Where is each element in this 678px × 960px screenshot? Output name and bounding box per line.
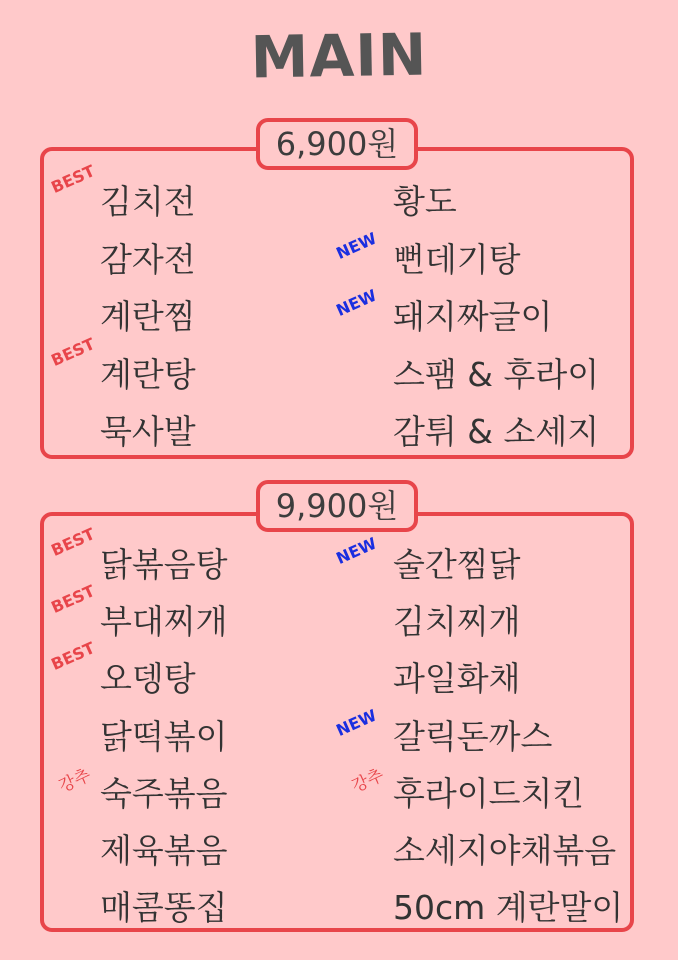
menu-item: 감자전 xyxy=(100,239,196,279)
menu-item: 닭떡볶이 xyxy=(100,716,228,756)
new-badge: NEW xyxy=(333,228,380,263)
menu-item: 감튀 & 소세지 xyxy=(393,412,600,451)
best-badge: BEST xyxy=(48,161,98,197)
price-label-6900: 6,900원 xyxy=(256,118,418,170)
menu-item: 오뎅탕 xyxy=(100,659,196,699)
menu-item: 돼지짜글이 xyxy=(393,297,553,336)
menu-item: 술간찜닭 xyxy=(393,545,521,584)
recommend-badge: 강추 xyxy=(348,765,388,797)
new-badge: NEW xyxy=(333,533,380,568)
menu-item: 과일화채 xyxy=(393,659,521,699)
menu-item: 스팸 & 후라이 xyxy=(393,354,600,394)
menu-item: 매콤똥집 xyxy=(100,888,228,928)
best-badge: BEST xyxy=(48,524,98,560)
menu-item: 닭볶음탕 xyxy=(100,545,228,584)
menu-item: 계란찜 xyxy=(100,297,196,336)
menu-item: 묵사발 xyxy=(100,412,196,451)
menu-item: 소세지야채볶음 xyxy=(393,831,617,870)
menu-item: 제육볶음 xyxy=(100,831,228,870)
menu-item: 김치전 xyxy=(100,182,196,221)
menu-item: 김치찌개 xyxy=(393,602,521,642)
new-badge: NEW xyxy=(333,285,380,320)
menu-item: 후라이드치킨 xyxy=(393,773,585,813)
menu-item: 계란탕 xyxy=(100,354,196,394)
menu-item: 숙주볶음 xyxy=(100,773,228,813)
menu-item: 뻔데기탕 xyxy=(393,239,521,279)
menu-item: 황도 xyxy=(393,182,457,221)
menu-item: 50cm 계란말이 xyxy=(393,888,624,928)
page-title: MAIN xyxy=(250,20,428,92)
price-label-9900: 9,900원 xyxy=(256,480,418,532)
best-badge: BEST xyxy=(48,581,98,618)
new-badge: NEW xyxy=(333,705,380,740)
best-badge: BEST xyxy=(48,638,98,675)
menu-item: 부대찌개 xyxy=(100,602,228,642)
menu-item: 갈릭돈까스 xyxy=(393,716,553,756)
best-badge: BEST xyxy=(48,333,98,370)
recommend-badge: 강추 xyxy=(55,765,95,797)
